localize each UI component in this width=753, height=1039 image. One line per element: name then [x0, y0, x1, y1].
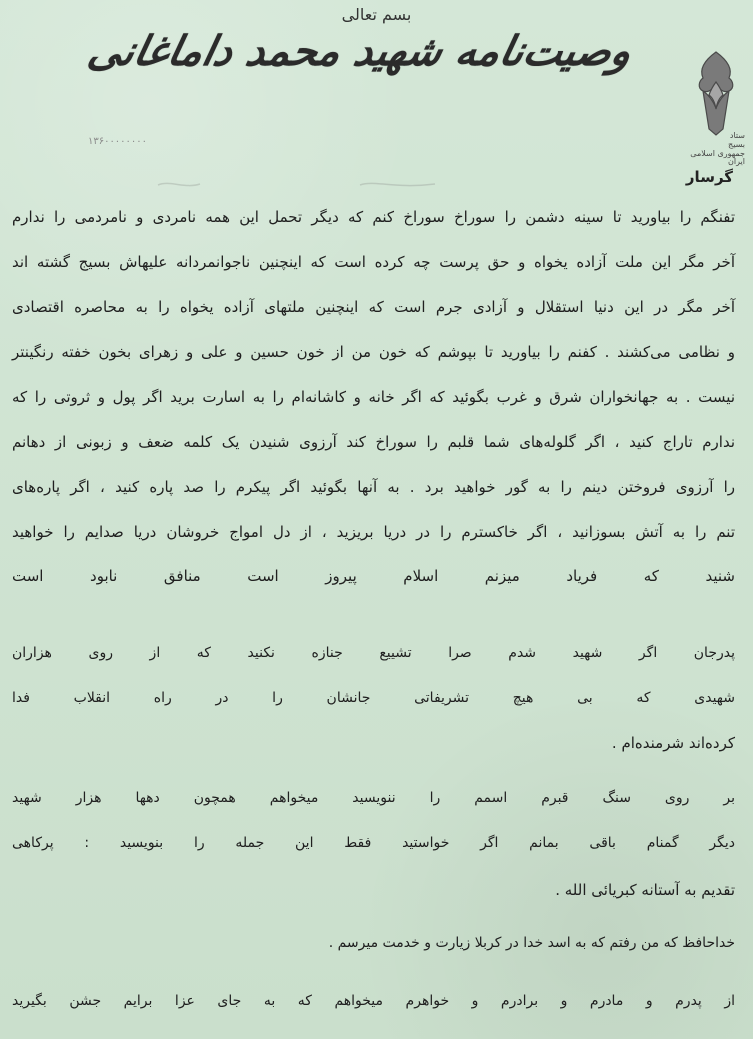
body-line-6: ندارم تاراج کنید ، اگر گلوله‌های شما قلبم را سوراخ کند آرزوی شنیدن یک کلمه ضعف و زبونی از دهانم — [12, 433, 735, 451]
recipient-label: گرسار — [685, 168, 733, 186]
body-line-17: از پدرم و مادرم و برادرم و خواهرم میخواهم که به جای عزا برایم جشن بگیرید — [12, 993, 735, 1009]
body-line-3: آخر مگر در این دنیا استقلال و آزادی جرم است که اینچنین ملتهای آزاده یخواه را به محاصره اقتصادی — [12, 298, 735, 316]
faint-marks — [150, 177, 450, 191]
faint-stamp: ۱۳۶۰۰۰۰۰۰۰۰ — [87, 136, 148, 147]
body-line-9: شنید که فریاد میزنم اسلام پیروز است منافق نابود است — [12, 567, 735, 585]
body-line-2: آخر مگر این ملت آزاده یخواه و حق پرست چه کرده است که اینچنین ناجوانمردانه علیهاش بسیج گشته اند — [12, 253, 735, 271]
body-line-14: دیگر گمنام باقی بمانم اگر خواستید فقط این جمله را بنویسید : پرکاهی — [12, 835, 735, 851]
body-line-16: خداحافظ که من رفتم که به اسد خدا در کربلا زیارت و خدمت میرسم . — [328, 935, 735, 951]
organization-emblem — [687, 47, 745, 141]
body-line-8: تنم را به آتش بسوزانید ، اگر خاکسترم را در دریا بریزید ، از دل امواج خروشان دریا صدایم را خواهید — [12, 523, 735, 541]
body-line-15: تقدیم به آستانه کبریائی الله . — [555, 881, 735, 899]
document-title: وصیت‌نامه شهید محمد داماغانی — [83, 27, 637, 75]
body-line-1: تفنگم را بیاورید تا سینه دشمن را سوراخ سوراخ کنم که دیگر تحمل این همه نامردی و نامردمی را ندارم — [12, 208, 735, 226]
body-line-11: شهیدی که بی هیچ تشریفاتی جانشان را در راه انقلاب فدا — [12, 690, 735, 706]
body-line-10: پدرجان اگر شهید شدم صرا تشییع جنازه نکنید که از روی هزاران — [12, 645, 735, 661]
body-line-12: کرده‌اند شرمنده‌ام . — [611, 734, 735, 752]
body-line-13: بر روی سنگ قبرم اسمم را ننویسید میخواهم همچون دهها هزار شهید — [12, 790, 735, 806]
emblem-caption: ستاد بسیج جمهوری اسلامی ایران — [690, 131, 745, 167]
invocation-text: بسم تعالی — [341, 5, 412, 24]
body-line-4: و نظامی می‌کشند . کفنم را بیاورید تا بپوشم که خون من از خون حسین و علی و زهرای بخون خفته رنگینتر — [12, 343, 735, 361]
body-line-5: نیست . به جهانخواران شرق و غرب بگوئید که اگر خانه و کاشانه‌ام را به اسارت برید اگر پول و ثروتی را که — [12, 388, 735, 406]
body-line-7: را آرزوی فروختن دینم را به گور خواهید برد . به آنها بگوئید اگر پیکرم را صد پاره کنید ، اگر پاره‌های — [12, 478, 735, 496]
